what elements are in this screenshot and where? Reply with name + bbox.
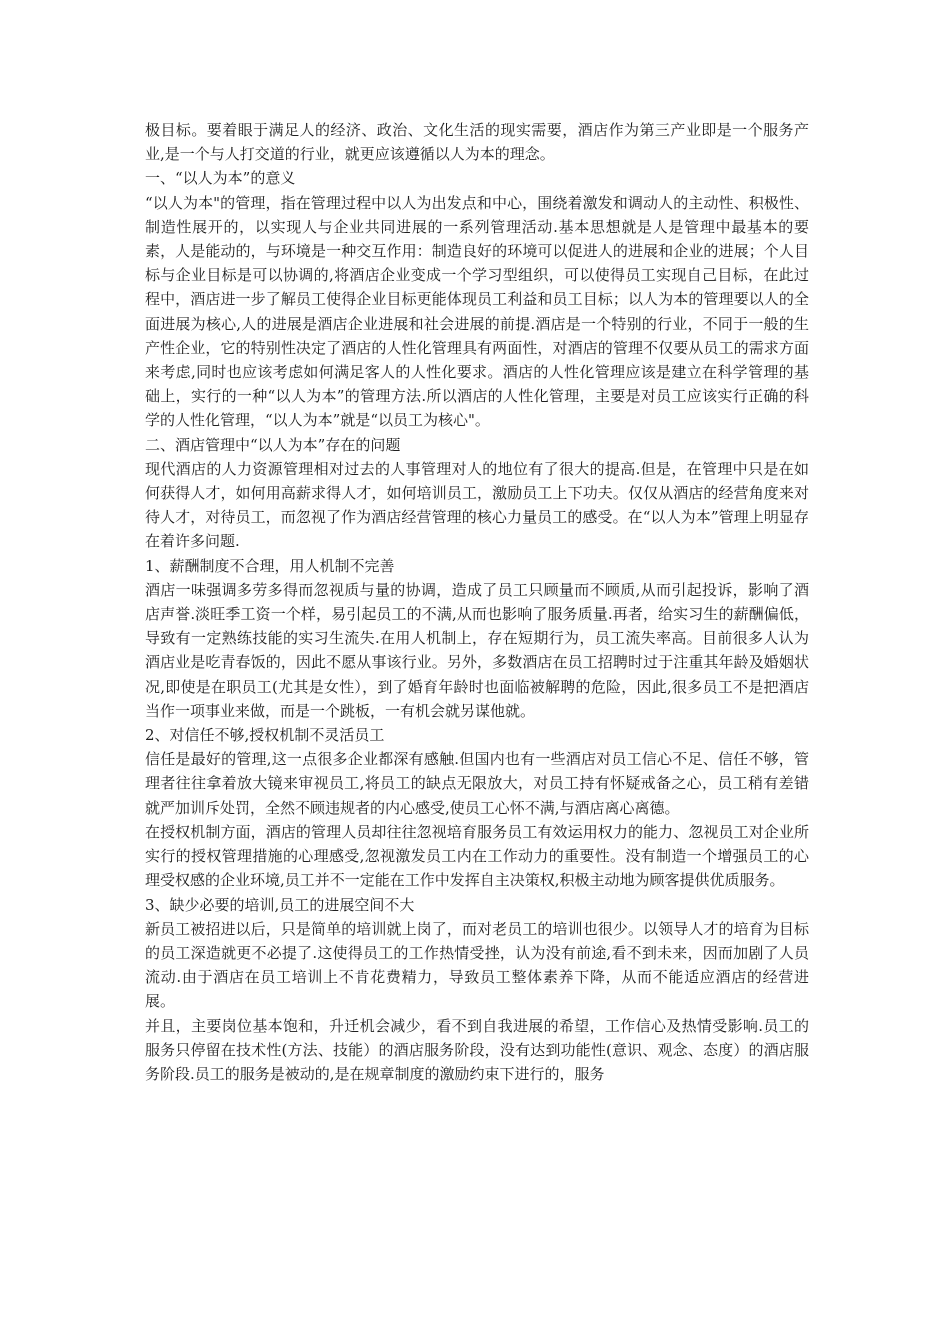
paragraph-promotion: 并且，主要岗位基本饱和，升迁机会减少，看不到自我进展的希望，工作信心及热情受影响.员工的服务只停留在技术性(方法、技能）的酒店服务阶段，没有达到功能性(意识、观念、态度）的酒店服务阶段.员工的服务是被动的,是在规章制度的激励约束下进行的，服务 — [145, 1016, 809, 1083]
paragraph-trust: 信任是最好的管理,这一点很多企业都深有感触.但国内也有一些酒店对员工信心不足、信任不够，管理者往往拿着放大镜来审视员工,将员工的缺点无限放大，对员工持有怀疑戒备之心，员工稍有差错就严加训斥处罚，全然不顾违规者的内心感受,使员工心怀不满,与酒店离心离德。 — [145, 750, 809, 817]
paragraph-authorization: 在授权机制方面，酒店的管理人员却往往忽视培育服务员工有效运用权力的能力、忽视员工对企业所实行的授权管理措施的心理感受,忽视激发员工内在工作动力的重要性。没有制造一个增强员工的心理受权感的企业环境,员工并不一定能在工作中发挥自主决策权,积极主动地为顾客提供优质服务。 — [145, 822, 809, 890]
subheading-salary: 1、薪酬制度不合理，用人机制不完善 — [145, 556, 395, 575]
subheading-trust: 2、对信任不够,授权机制不灵活员工 — [145, 726, 385, 745]
paragraph-intro-continuation: 极目标。要着眼于满足人的经济、政治、文化生活的现实需要，酒店作为第三产业即是一个服务产业,是一个与人打交道的行业，就更应该遵循以人为本的理念。 — [145, 121, 809, 164]
document-page — [145, 118, 809, 1086]
section-heading-problems: 二、酒店管理中“以人为本”存在的问题 — [145, 435, 401, 454]
paragraph-problems-intro: 现代酒店的人力资源管理相对过去的人事管理对人的地位有了很大的提高.但是，在管理中只是在如何获得人才，如何用高薪求得人才，如何培训员工，激励员工上下功夫。仅仅从酒店的经营角度来对待人才，对待员工，而忽视了作为酒店经营管理的核心力量员工的感受。在“以人为本”管理上明显存在着许多问题. — [145, 459, 809, 551]
paragraph-salary: 酒店一味强调多劳多得而忽视质与量的协调，造成了员工只顾量而不顾质,从而引起投诉，影响了酒店声誉.淡旺季工资一个样，易引起员工的不满,从而也影响了服务质量.再者，给实习生的薪酬偏低，导致有一定熟练技能的实习生流失.在用人机制上，存在短期行为，员工流失率高。目前很多人认为酒店业是吃青春饭的，因此不愿从事该行业。另外，多数酒店在员工招聘时过于注重其年龄及婚姻状况,即使是在职员工(尤其是女性），到了婚育年龄时也面临被解聘的危险，因此,很多员工不是把酒店当作一项事业来做，而是一个跳板，一有机会就另谋他就。 — [145, 580, 809, 720]
subheading-training: 3、缺少必要的培训,员工的进展空间不大 — [145, 895, 415, 914]
paragraph-training: 新员工被招进以后，只是简单的培训就上岗了，而对老员工的培训也很少。以领导人才的培育为目标的员工深造就更不必提了.这使得员工的工作热情受挫，认为没有前途,看不到未来，因而加剧了人员流动.由于酒店在员工培训上不肯花费精力，导致员工整体素养下降，从而不能适应酒店的经营进展。 — [145, 919, 809, 1011]
section-heading-meaning: 一、“以人为本”的意义 — [145, 169, 296, 188]
paragraph-meaning: “以人为本"的管理，指在管理过程中以人为出发点和中心，围绕着激发和调动人的主动性、积极性、制造性展开的，以实现人与企业共同进展的一系列管理活动.基本思想就是人是管理中最基本的要素，人是能动的，与环境是一种交互作用：制造良好的环境可以促进人的进展和企业的进展；个人目标与企业目标是可以协调的,将酒店企业变成一个学习型组织，可以使得员工实现自己目标，在此过程中，酒店进一步了解员工使得企业目标更能体现员工利益和员工目标；以人为本的管理要以人的全面进展为核心,人的进展是酒店企业进展和社会进展的前提.酒店是一个特别的行业，不同于一般的生产性企业，它的特别性决定了酒店的人性化管理具有两面性，对酒店的管理不仅要从员工的需求方面来考虑,同时也应该考虑如何满足客人的人性化要求。酒店的人性化管理应该是建立在科学管理的基础上，实行的一种“以人为本”的管理方法.所以酒店的人性化管理，主要是对员工应该实行正确的科学的人性化管理，“以人为本”就是“以员工为核心"。 — [145, 193, 809, 430]
